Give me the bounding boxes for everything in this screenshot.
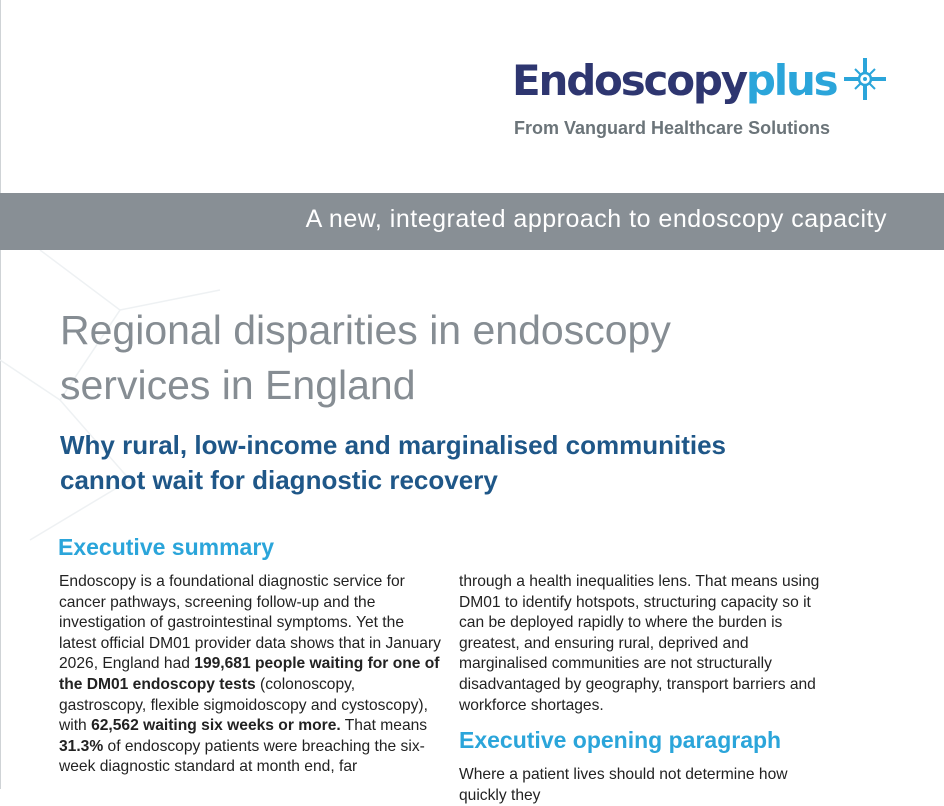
title-line-2: services in England bbox=[60, 362, 416, 408]
document-title bbox=[60, 303, 880, 413]
subtitle-line-2: cannot wait for diagnostic recovery bbox=[60, 465, 498, 495]
logo-wordmark bbox=[512, 56, 837, 105]
executive-summary-continued: through a health inequalities lens. That means using DM01 to identify hotspots, structuring capacity so it can be deployed rapidly to where the burden is greatest, and ensuring rural, deprived and marginalised communities are not structurally disadvantaged by geography, transport barriers and workforce shortages. bbox=[459, 573, 820, 714]
banner-tagline: A new, integrated approach to endoscopy capacity bbox=[305, 205, 887, 233]
logo-word-plus: plus bbox=[745, 56, 837, 105]
executive-opening-paragraph: Where a patient lives should not determine how quickly they bbox=[459, 766, 788, 804]
executive-summary-heading: Executive summary bbox=[58, 534, 275, 560]
summary-text-4: of endoscopy patients were breaching the six-week diagnostic standard at month end, far bbox=[59, 737, 425, 776]
logo-word-endoscopy: Endoscopy bbox=[512, 56, 746, 105]
summary-bold-percentage: 31.3% bbox=[59, 737, 104, 755]
summary-bold-waiting: 199,681 people waiting for one of the DM01 endoscopy tests bbox=[59, 655, 440, 693]
summary-bold-six-weeks: 62,562 waiting six weeks or more. bbox=[91, 717, 341, 735]
plus-cross-icon bbox=[842, 56, 888, 102]
summary-text-1: Endoscopy is a foundational diagnostic service for cancer pathways, screening follow-up and the investigation of gastrointestinal symptoms. Yet the latest official DM01 provider data shows that in January 2026, England had bbox=[59, 573, 441, 673]
subtitle-line-1: Why rural, low-income and marginalised communities bbox=[60, 430, 727, 460]
executive-opening-heading: Executive opening paragraph bbox=[459, 727, 782, 753]
summary-text-2: (colonoscopy, gastroscopy, flexible sigmoidoscopy and cystoscopy), with bbox=[59, 675, 428, 735]
executive-summary-paragraph bbox=[59, 572, 441, 778]
title-line-1: Regional disparities in endoscopy bbox=[60, 307, 671, 353]
endoscopy-plus-logo bbox=[512, 56, 892, 146]
document-subtitle bbox=[60, 428, 900, 498]
logo-tagline: From Vanguard Healthcare Solutions bbox=[514, 118, 831, 138]
summary-text-3: That means bbox=[340, 717, 428, 735]
header-banner bbox=[0, 193, 944, 250]
